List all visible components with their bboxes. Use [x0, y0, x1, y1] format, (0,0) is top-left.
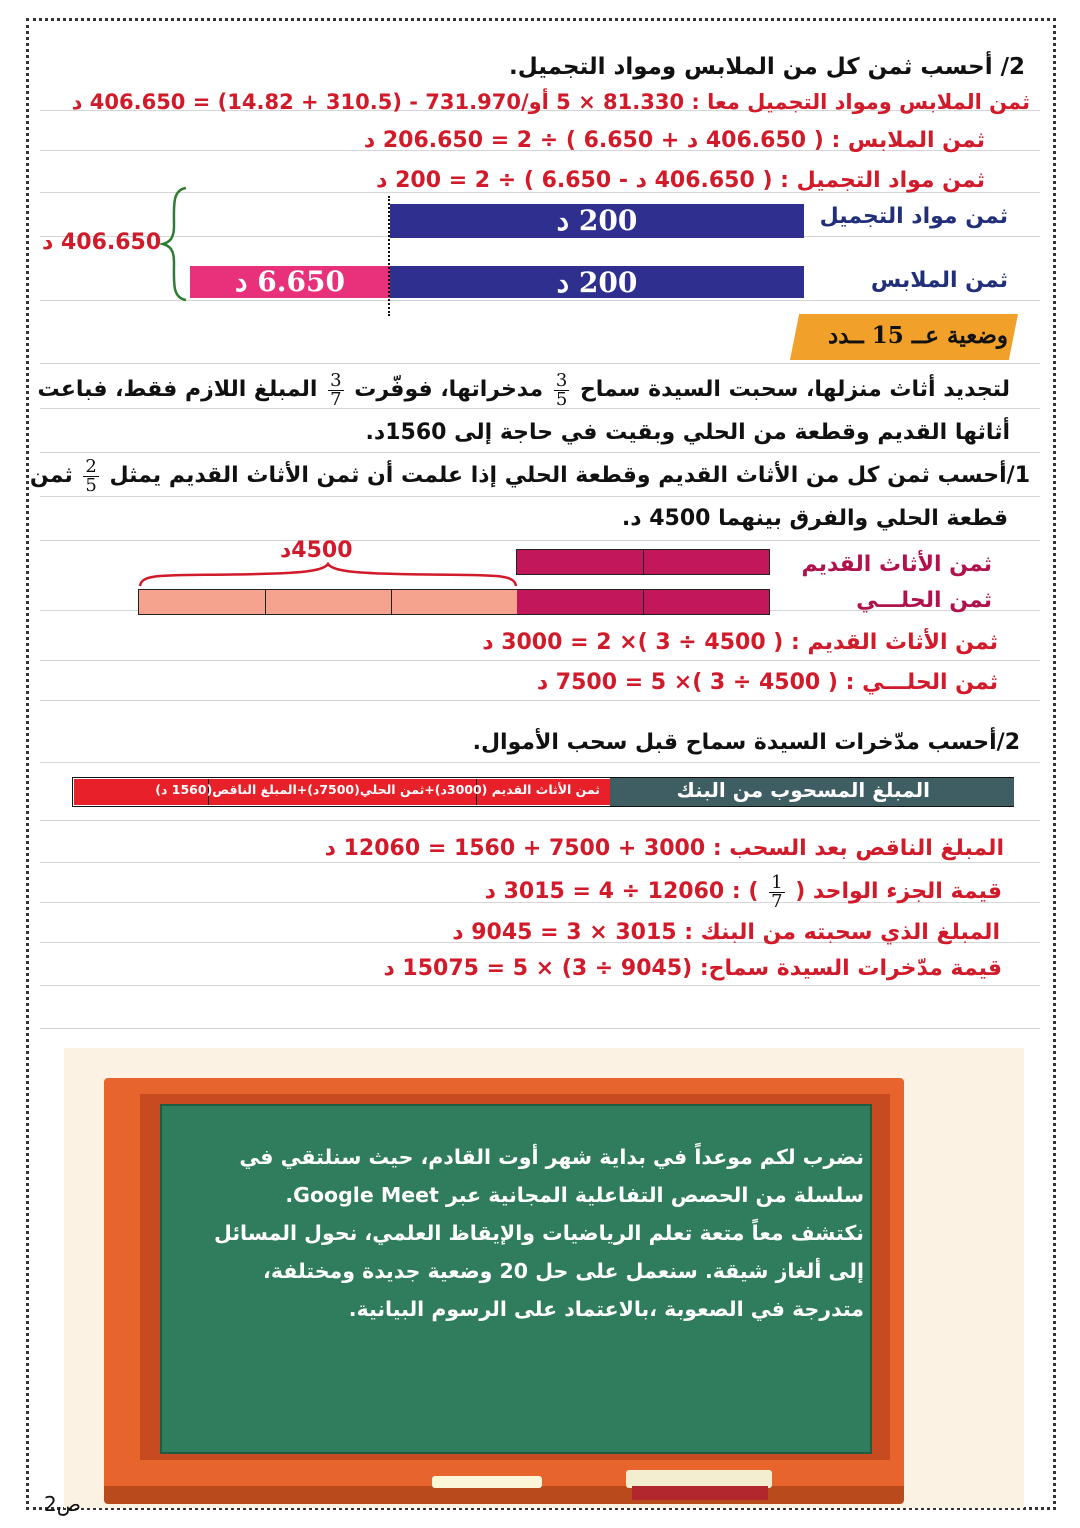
problem-line-1 — [38, 368, 1010, 412]
clothes-bar — [390, 266, 804, 298]
missing-amount-line: المبلغ الناقص بعد السحب : 3000 + 7500 + 1560 = 12060 د — [324, 836, 1004, 861]
difference-label: 4500د — [280, 538, 353, 563]
bank-withdrawal-label: المبلغ المسحوب من البنك — [676, 778, 930, 802]
fraction-1-7: $\frac{1}{7}$ — [771, 871, 783, 912]
chalkboard-text — [176, 1138, 864, 1328]
chalk-piece — [432, 1476, 542, 1488]
board-line-2: سلسلة من الحصص التفاعلية المجانية عبر Google Meet. — [285, 1183, 864, 1207]
unit-value-line — [485, 872, 1002, 912]
page-number: ص2 — [44, 1492, 81, 1516]
fraction-3-5: $\frac{3}{5}$ — [555, 369, 568, 410]
board-line-1: نضرب لكم موعداً في بداية شهر أوت القادم، حيث سنلتقي في — [239, 1145, 864, 1169]
q1-line-2: قطعة الحلي والفرق بينهما 4500 د. — [621, 506, 1008, 531]
cosmetics-bar — [390, 204, 804, 238]
board-line-3: نكتشف معاً متعة تعلم الرياضيات والإيقاظ العلمي، نحول المسائل — [214, 1221, 864, 1245]
fraction-3-7: $\frac{3}{7}$ — [330, 369, 342, 410]
jewelry-bar — [138, 589, 770, 615]
cosmetics-label: ثمن مواد التجميل — [819, 204, 1008, 229]
q1-line-1 — [30, 454, 1030, 498]
sum-segment — [74, 779, 610, 805]
problem-line-2: أثاثها القديم وقطعة من الحلي وبقيت في حاجة إلى 1560د. — [365, 420, 1010, 445]
bank-withdrawal-segment — [610, 778, 1014, 806]
bank-amount-line: المبلغ الذي سحبته من البنك : 3015 × 3 = 9045 د — [452, 920, 1000, 945]
difference-brace — [138, 562, 518, 590]
problem-text-c: المبلغ اللازم فقط، فباعت — [37, 377, 318, 402]
board-line-4: إلى ألغاز شيقة. سنعمل على حل 20 وضعية جديدة ومختلفة، — [263, 1259, 864, 1283]
board-line-5: متدرجة في الصعوبة ،بالاعتماد على الرسوم البيانية. — [348, 1297, 864, 1321]
furniture-label: ثمن الأثاث القديم — [801, 552, 992, 577]
total-value: 406.650 د — [42, 230, 162, 255]
q2-heading: 2/أحسب مدّخرات السيدة سماح قبل سحب الأموال. — [472, 730, 1020, 755]
clothes-extra-bar — [190, 266, 390, 298]
unit-text-a: قيمة الجزء الواحد ( — [795, 879, 1002, 904]
clothes-price-line: ثمن الملابس : ( 406.650 د + 6.650 ) ÷ 2 = 206.650 د — [363, 128, 985, 153]
furniture-answer: ثمن الأثاث القديم : ( 4500 ÷ 3 )× 2 = 3000 د — [482, 630, 998, 655]
unit-text-b: ) : 12060 ÷ 4 = 3015 د — [484, 879, 759, 904]
savings-line: قيمة مدّخرات السيدة سماح: (9045 ÷ 3) × 5 = 15075 د — [383, 956, 1002, 981]
question-heading: 2/ أحسب ثمن كل من الملابس ومواد التجميل. — [508, 54, 1025, 80]
problem-text-b: مدخراتها، فوفّرت — [354, 377, 544, 402]
q1-text-b: ثمن — [29, 463, 73, 488]
clothes-extra-value: 6.650 د — [235, 265, 345, 298]
clothes-bar-value: 200 د — [556, 266, 638, 299]
sum-segment-label: ثمن الأثاث القديم (3000د)+ثمن الحلي(7500د)+المبلغ الناقص(1560 د) — [155, 782, 600, 797]
total-brace — [160, 186, 190, 302]
dotted-divider — [388, 196, 390, 316]
jewelry-answer: ثمن الحلـــي : ( 4500 ÷ 3 )× 5 = 7500 د — [536, 670, 998, 695]
clothes-label: ثمن الملابس — [870, 268, 1008, 293]
furniture-bar — [516, 549, 770, 575]
situation-badge: وضعية عــ 15 ــدد — [827, 322, 1008, 349]
cosmetics-bar-value: 200 د — [556, 204, 638, 237]
q1-text-a: 1/أحسب ثمن كل من الأثاث القديم وقطعة الحلي إذا علمت أن ثمن الأثاث القديم يمثل — [109, 463, 1030, 488]
cosmetics-price-line: ثمن مواد التجميل : ( 406.650 د - 6.650 ) ÷ 2 = 200 د — [376, 168, 985, 193]
eraser-base — [632, 1486, 768, 1500]
problem-text-a: لتجديد أثاث منزلها، سحبت السيدة سماح — [579, 377, 1010, 402]
fraction-2-5: $\frac{2}{5}$ — [85, 455, 97, 496]
chalkboard-ledge — [104, 1486, 904, 1500]
total-price-line: ثمن الملابس ومواد التجميل معا : 81.330 × 5 أو/731.970 - (310.5 + 14.82) = 406.650 د — [71, 90, 1030, 114]
jewelry-label: ثمن الحلـــي — [856, 588, 992, 613]
